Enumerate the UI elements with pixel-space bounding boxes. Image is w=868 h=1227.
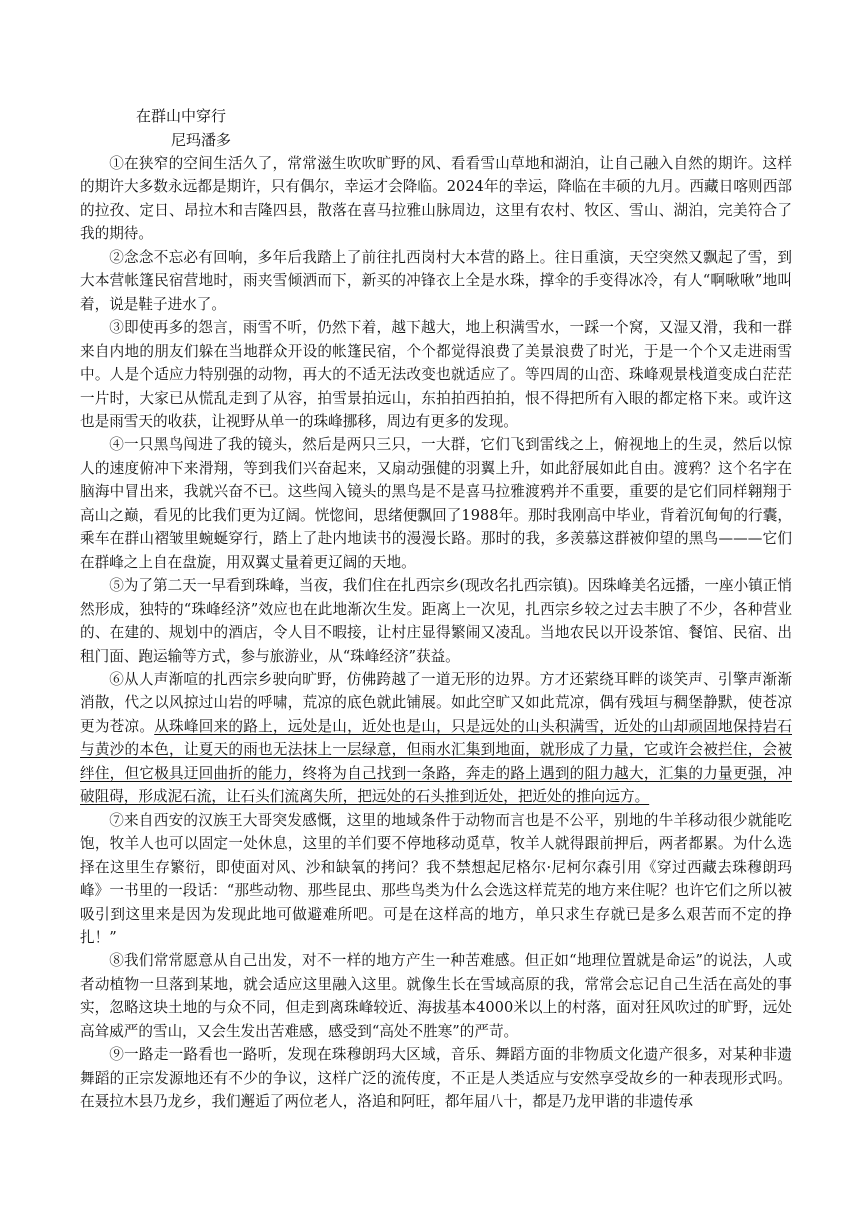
paragraph-5-text: ⑤为了第二天一早看到珠峰，当夜，我们住在扎西宗乡(现改名扎西宗镇)。因珠峰美名远播，一座小镇正悄然形成，独特的“珠峰经济”效应也在此地渐次生发。距离上一次见，扎西宗乡较之过去丰腴了不少，各种营业的、在建的、规划中的酒店，令人目不暇接，让村庄显得繁闹又凌乱。当地农民以开设茶馆、餐馆、民宿、出租门面、跑运输等方式，参与旅游业，从“珠峰经济”获益。	[80, 577, 792, 665]
paragraph-6-underlined-passage: 从珠峰回来的路上，远处是山，近处也是山，只是远处的山头积满雪，近处的山却顽固地保持岩石与黄沙的本色，让夏天的雨也无法抹上一层绿意，但雨水汇集到地面，就形成了力量，它或许会被拦住，会被绊住，但它极具迂回曲折的能力，终将为自己找到一条路，奔走的路上遇到的阻力越大，汇集的力量更强，冲破阻碍，形成泥石流，让石头们流离失所，把远处的石头推到近处，把近处的推向远方。	[80, 717, 792, 806]
paragraph-2	[80, 246, 792, 316]
paragraph-4	[80, 433, 792, 574]
paragraph-9	[80, 1043, 792, 1113]
paragraph-7	[80, 809, 792, 950]
paragraph-3	[80, 316, 792, 433]
paragraph-6-text: ⑥从人声渐喧的扎西宗乡驶向旷野，仿佛跨越了一道无形的边界。方才还萦绕耳畔的谈笑声、引擎声渐渐消散，代之以风掠过山岩的呼啸，荒凉的底色就此铺展。如此空旷又如此荒凉，偶有残垣与稠堡静默，使苍凉更为苍凉。	[80, 670, 792, 735]
paragraph-8	[80, 949, 792, 1043]
article-author: 尼玛潘多	[171, 131, 232, 149]
paragraph-1-text: ①在狭窄的空间生活久了，常常滋生吹吹旷野的风、看看雪山草地和湖泊，让自己融入自然的期许。这样的期许大多数永远都是期许，只有偶尔，幸运才会降临。2024年的幸运，降临在丰硕的九月。西藏日喀则西部的拉孜、定日、昂拉木和吉隆四县，散落在喜马拉雅山脉周边，这里有农村、牧区、雪山、湖泊，完美符合了我的期待。	[80, 155, 792, 243]
paragraph-4-text: ④一只黑鸟闯进了我的镜头，然后是两只三只，一大群，它们飞到雷线之上，俯视地上的生灵，然后以惊人的速度俯冲下来滑翔，等到我们兴奋起来，又扇动强健的羽翼上升，如此舒展如此自由。渡鸦？这个名字在脑海中冒出来，我就兴奋不已。这些闯入镜头的黑鸟是不是喜马拉雅渡鸦并不重要，重要的是它们同样翱翔于高山之巅，看见的比我们更为辽阔。恍惚间，思绪便飘回了1988年。那时我刚高中毕业，背着沉甸甸的行囊，乘车在群山褶皱里蜿蜒穿行，踏上了赴内地读书的漫漫长路。那时的我，多羡慕这群被仰望的黑鸟———它们在群峰之上自在盘旋，用双翼丈量着更辽阔的天地。	[80, 436, 792, 571]
paragraph-5	[80, 574, 792, 668]
paragraph-9-text: ⑨一路走一路看也一路听，发现在珠穆朗玛大区域，音乐、舞蹈方面的非物质文化遗产很多，对某种非遗舞蹈的正宗发源地还有不少的争议，这样广泛的流传度，不正是人类适应与安然享受故乡的一种表现形式吗。在聂拉木县乃龙乡，我们邂逅了两位老人，洛追和阿旺，都年届八十，都是乃龙甲谐的非遗传承	[80, 1046, 792, 1111]
article-body	[80, 152, 792, 1114]
article-title: 在群山中穿行	[136, 107, 227, 125]
paragraph-6	[80, 668, 792, 809]
paragraph-2-text: ②念念不忘必有回响，多年后我踏上了前往扎西岗村大本营的路上。往日重演，天空突然又飘起了雪，到大本营帐篷民宿营地时，雨夹雪倾洒而下，新买的冲锋衣上全是水珠，撑伞的手变得冰冷，有人“啊啾啾”地叫着，说是鞋子进水了。	[80, 248, 792, 313]
paragraph-8-text: ⑧我们常常愿意从自己出发，对不一样的地方产生一种苦难感。但正如“地理位置就是命运”的说法，人或者动植物一旦落到某地，就会适应这里融入这里。就像生长在雪域高原的我，常常会忘记自己生活在高处的事实，忽略这块土地的与众不同，但走到离珠峰较近、海拔基本4000米以上的村落，面对狂风吹过的旷野，远处高耸威严的雪山，又会生发出苦难感，感受到“高处不胜寒”的严苛。	[80, 952, 792, 1040]
paragraph-3-text: ③即使再多的怨言，雨雪不听，仍然下着，越下越大，地上积满雪水，一踩一个窝，又湿又滑，我和一群来自内地的朋友们躲在当地群众开设的帐篷民宿，个个都觉得浪费了美景浪费了时光，于是一个个又走进雨雪中。人是个适应力特别强的动物，再大的不适无法改变也就适应了。等四周的山峦、珠峰观景栈道变成白茫茫一片时，大家已从慌乱走到了从容，拍雪景拍远山，东拍拍西拍拍，恨不得把所有入眼的都定格下来。或许这也是雨雪天的收获，让视野从单一的珠峰挪移，周边有更多的发现。	[80, 319, 792, 430]
paragraph-7-text: ⑦来自西安的汉族王大哥突发感慨，这里的地域条件于动物而言也是不公平，别地的牛羊移动很少就能吃饱，牧羊人也可以固定一处休息，这里的羊们要不停地移动觅草，牧羊人就得跟前押后，两者都累。为什么选择在这里生存繁衍，即使面对风、沙和缺氧的拷问？我不禁想起尼格尔·尼柯尔森引用《穿过西藏去珠穆朗玛峰》一书里的一段话：“那些动物、那些昆虫、那些鸟类为什么会选这样荒芜的地方来住呢？也许它们之所以被吸引到这里来是因为发现此地可做避难所吧。可是在这样高的地方，单只求生存就已是多么艰苦而不定的挣扎！”	[80, 811, 792, 946]
paragraph-1	[80, 152, 792, 246]
